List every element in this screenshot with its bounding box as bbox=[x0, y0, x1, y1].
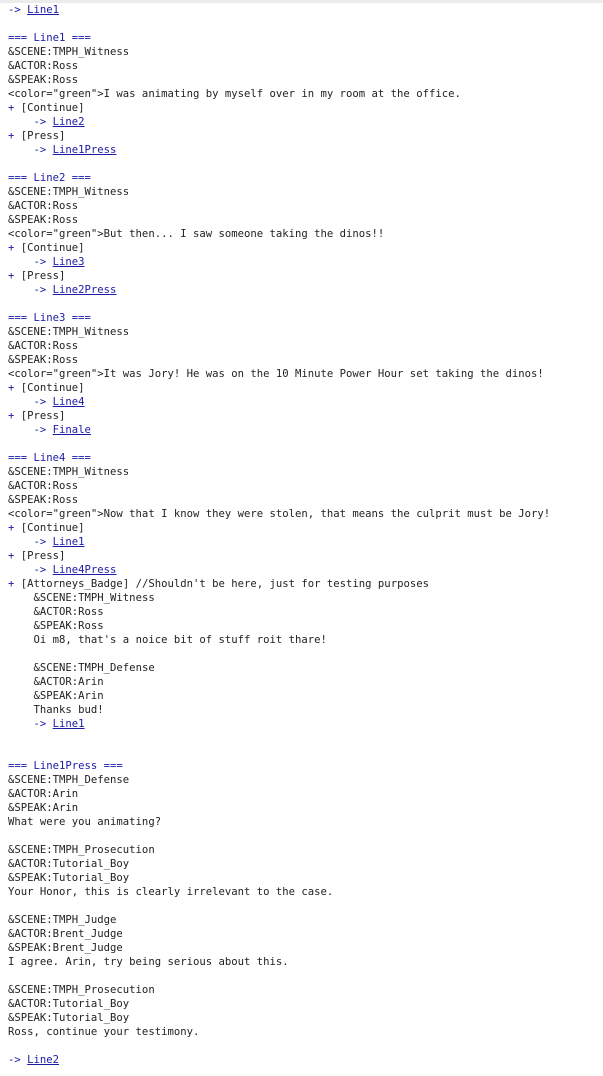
script-line bbox=[8, 59, 603, 73]
ink-script-viewer bbox=[8, 3, 603, 1067]
indent bbox=[8, 564, 34, 576]
script-line bbox=[8, 157, 603, 171]
script-text: Thanks bud! bbox=[33, 704, 104, 716]
syntax-token: -> bbox=[33, 144, 53, 156]
script-line bbox=[8, 115, 603, 129]
divert-link[interactable]: Line2Press bbox=[52, 284, 117, 296]
syntax-token: -> bbox=[33, 718, 53, 730]
syntax-token: + bbox=[8, 410, 21, 422]
divert-link[interactable]: Line2 bbox=[27, 1054, 60, 1066]
syntax-token: -> bbox=[33, 536, 53, 548]
script-line bbox=[8, 689, 603, 703]
script-line bbox=[8, 171, 603, 185]
syntax-token: -> bbox=[33, 396, 53, 408]
indent bbox=[8, 592, 34, 604]
indent bbox=[8, 284, 34, 296]
script-text: &ACTOR:Arin bbox=[33, 676, 104, 688]
script-text: [Press] bbox=[20, 270, 66, 282]
indent bbox=[8, 620, 34, 632]
script-line bbox=[8, 815, 603, 829]
script-text: <color="green">Now that I know they were stolen, that means the culprit must be Jory! bbox=[8, 508, 551, 520]
script-text: &SPEAK:Ross bbox=[33, 620, 104, 632]
divert-link[interactable]: Finale bbox=[52, 424, 91, 436]
script-text: &ACTOR:Ross bbox=[8, 340, 79, 352]
indent bbox=[8, 676, 34, 688]
script-line bbox=[8, 507, 603, 521]
script-line bbox=[8, 353, 603, 367]
indent bbox=[8, 536, 34, 548]
script-text: What were you animating? bbox=[8, 816, 162, 828]
syntax-token: -> bbox=[33, 424, 53, 436]
script-line bbox=[8, 759, 603, 773]
script-text: &ACTOR:Ross bbox=[8, 60, 79, 72]
script-text: [Attorneys_Badge] //Shouldn't be here, just for testing purposes bbox=[20, 578, 429, 590]
script-line bbox=[8, 493, 603, 507]
indent bbox=[8, 256, 34, 268]
script-text: &ACTOR:Tutorial_Boy bbox=[8, 998, 130, 1010]
script-line bbox=[8, 395, 603, 409]
script-line bbox=[8, 885, 603, 899]
script-line bbox=[8, 549, 603, 563]
script-line bbox=[8, 283, 603, 297]
script-text: &SCENE:TMPH_Witness bbox=[8, 466, 130, 478]
syntax-token: -> bbox=[33, 564, 53, 576]
script-line bbox=[8, 871, 603, 885]
syntax-token: -> bbox=[8, 4, 28, 16]
divert-link[interactable]: Line4 bbox=[52, 396, 85, 408]
syntax-token: === Line2 === bbox=[8, 172, 91, 184]
divert-link[interactable]: Line1 bbox=[52, 718, 85, 730]
script-text: &SPEAK:Brent_Judge bbox=[8, 942, 123, 954]
script-line bbox=[8, 129, 603, 143]
script-text: [Press] bbox=[20, 410, 66, 422]
script-line bbox=[8, 633, 603, 647]
divert-link[interactable]: Line1 bbox=[52, 536, 85, 548]
script-line bbox=[8, 325, 603, 339]
script-line bbox=[8, 661, 603, 675]
script-text: &SCENE:TMPH_Witness bbox=[33, 592, 155, 604]
indent bbox=[8, 718, 34, 730]
script-line bbox=[8, 997, 603, 1011]
script-line bbox=[8, 591, 603, 605]
divert-link[interactable]: Line3 bbox=[52, 256, 85, 268]
indent bbox=[8, 662, 34, 674]
script-line bbox=[8, 437, 603, 451]
script-line bbox=[8, 87, 603, 101]
script-text: &SCENE:TMPH_Prosecution bbox=[8, 984, 155, 996]
script-line bbox=[8, 297, 603, 311]
indent bbox=[8, 144, 34, 156]
script-text: &SCENE:TMPH_Prosecution bbox=[8, 844, 155, 856]
script-line bbox=[8, 773, 603, 787]
script-text: [Continue] bbox=[20, 522, 85, 534]
script-line bbox=[8, 451, 603, 465]
script-text: &SPEAK:Arin bbox=[8, 802, 79, 814]
syntax-token: + bbox=[8, 578, 21, 590]
script-line bbox=[8, 703, 603, 717]
divert-link[interactable]: Line2 bbox=[52, 116, 85, 128]
script-text: &ACTOR:Ross bbox=[8, 480, 79, 492]
script-text: Oi m8, that's a noice bit of stuff roit thare! bbox=[33, 634, 327, 646]
script-line bbox=[8, 1025, 603, 1039]
script-line bbox=[8, 17, 603, 31]
script-text: &SCENE:TMPH_Witness bbox=[8, 46, 130, 58]
divert-link[interactable]: Line1Press bbox=[52, 144, 117, 156]
script-line bbox=[8, 983, 603, 997]
script-line bbox=[8, 857, 603, 871]
script-text: <color="green">It was Jory! He was on the 10 Minute Power Hour set taking the dinos! bbox=[8, 368, 544, 380]
script-line bbox=[8, 675, 603, 689]
script-line bbox=[8, 423, 603, 437]
script-text: &SCENE:TMPH_Witness bbox=[8, 186, 130, 198]
script-line bbox=[8, 1011, 603, 1025]
script-text: [Continue] bbox=[20, 242, 85, 254]
script-line bbox=[8, 577, 603, 591]
script-line bbox=[8, 269, 603, 283]
script-text: &SCENE:TMPH_Defense bbox=[33, 662, 155, 674]
syntax-token: + bbox=[8, 522, 21, 534]
script-line bbox=[8, 1039, 603, 1053]
indent bbox=[8, 704, 34, 716]
script-line bbox=[8, 913, 603, 927]
script-line bbox=[8, 199, 603, 213]
script-text: <color="green">I was animating by myself over in my room at the office. bbox=[8, 88, 461, 100]
script-line bbox=[8, 143, 603, 157]
indent bbox=[8, 116, 34, 128]
script-line bbox=[8, 367, 603, 381]
divert-link[interactable]: Line1 bbox=[27, 4, 60, 16]
script-line bbox=[8, 479, 603, 493]
script-text: &SPEAK:Ross bbox=[8, 74, 79, 86]
script-text: &SPEAK:Ross bbox=[8, 354, 79, 366]
script-line bbox=[8, 185, 603, 199]
script-line bbox=[8, 829, 603, 843]
divert-link[interactable]: Line4Press bbox=[52, 564, 117, 576]
script-text: [Press] bbox=[20, 550, 66, 562]
indent bbox=[8, 396, 34, 408]
script-text: &SPEAK:Ross bbox=[8, 494, 79, 506]
syntax-token: + bbox=[8, 270, 21, 282]
script-line bbox=[8, 745, 603, 759]
script-text: <color="green">But then... I saw someone taking the dinos!! bbox=[8, 228, 385, 240]
script-text: &ACTOR:Ross bbox=[33, 606, 104, 618]
indent bbox=[8, 424, 34, 436]
script-text: &SPEAK:Ross bbox=[8, 214, 79, 226]
script-line bbox=[8, 3, 603, 17]
script-text: &ACTOR:Ross bbox=[8, 200, 79, 212]
script-text: [Continue] bbox=[20, 102, 85, 114]
script-line bbox=[8, 241, 603, 255]
script-line bbox=[8, 927, 603, 941]
indent bbox=[8, 690, 34, 702]
syntax-token: + bbox=[8, 102, 21, 114]
indent bbox=[8, 634, 34, 646]
script-text: I agree. Arin, try being serious about this. bbox=[8, 956, 289, 968]
script-line bbox=[8, 73, 603, 87]
script-line bbox=[8, 787, 603, 801]
script-line bbox=[8, 843, 603, 857]
script-text: &ACTOR:Brent_Judge bbox=[8, 928, 123, 940]
script-text: &ACTOR:Tutorial_Boy bbox=[8, 858, 130, 870]
script-line bbox=[8, 899, 603, 913]
script-text: &SPEAK:Tutorial_Boy bbox=[8, 1012, 130, 1024]
script-line bbox=[8, 465, 603, 479]
script-line bbox=[8, 521, 603, 535]
syntax-token: + bbox=[8, 130, 21, 142]
syntax-token: + bbox=[8, 550, 21, 562]
script-line bbox=[8, 339, 603, 353]
script-line bbox=[8, 647, 603, 661]
syntax-token: === Line3 === bbox=[8, 312, 91, 324]
script-line bbox=[8, 213, 603, 227]
syntax-token: === Line1 === bbox=[8, 32, 91, 44]
script-line bbox=[8, 535, 603, 549]
syntax-token: === Line4 === bbox=[8, 452, 91, 464]
script-text: &SPEAK:Arin bbox=[33, 690, 104, 702]
syntax-token: -> bbox=[8, 1054, 28, 1066]
script-text: &ACTOR:Arin bbox=[8, 788, 79, 800]
script-text: [Press] bbox=[20, 130, 66, 142]
syntax-token: === Line1Press === bbox=[8, 760, 123, 772]
script-line bbox=[8, 717, 603, 731]
script-line bbox=[8, 31, 603, 45]
script-line bbox=[8, 605, 603, 619]
script-line bbox=[8, 1053, 603, 1067]
script-line bbox=[8, 45, 603, 59]
script-text: &SCENE:TMPH_Witness bbox=[8, 326, 130, 338]
script-text: &SPEAK:Tutorial_Boy bbox=[8, 872, 130, 884]
script-line bbox=[8, 619, 603, 633]
syntax-token: -> bbox=[33, 256, 53, 268]
script-line bbox=[8, 563, 603, 577]
script-line bbox=[8, 955, 603, 969]
script-line bbox=[8, 801, 603, 815]
script-line bbox=[8, 969, 603, 983]
script-line bbox=[8, 731, 603, 745]
script-line bbox=[8, 941, 603, 955]
script-line bbox=[8, 409, 603, 423]
script-line bbox=[8, 381, 603, 395]
script-line bbox=[8, 255, 603, 269]
indent bbox=[8, 606, 34, 618]
script-line bbox=[8, 311, 603, 325]
script-text: Your Honor, this is clearly irrelevant to the case. bbox=[8, 886, 334, 898]
syntax-token: + bbox=[8, 242, 21, 254]
script-line bbox=[8, 101, 603, 115]
syntax-token: -> bbox=[33, 284, 53, 296]
script-line bbox=[8, 227, 603, 241]
script-text: &SCENE:TMPH_Defense bbox=[8, 774, 130, 786]
script-text: [Continue] bbox=[20, 382, 85, 394]
syntax-token: + bbox=[8, 382, 21, 394]
syntax-token: -> bbox=[33, 116, 53, 128]
script-text: &SCENE:TMPH_Judge bbox=[8, 914, 117, 926]
script-text: Ross, continue your testimony. bbox=[8, 1026, 200, 1038]
